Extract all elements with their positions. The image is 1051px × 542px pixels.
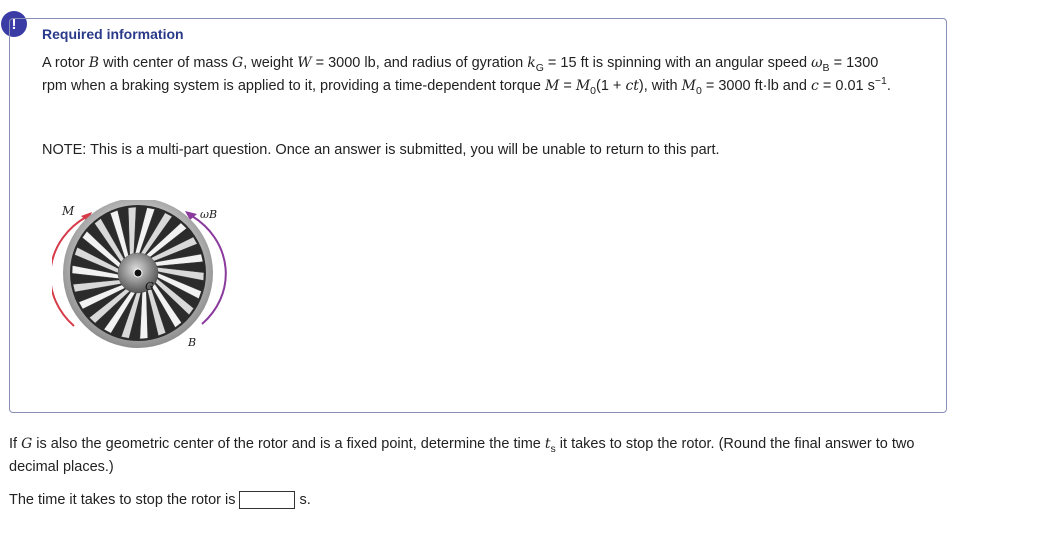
label-G: G	[145, 280, 154, 293]
alert-icon: !	[1, 11, 27, 37]
rotor-figure	[52, 200, 232, 350]
label-B: B	[188, 336, 197, 349]
question-text: If G is also the geometric center of the rotor and is a fixed point, determine the time $t_s$ it takes to stop the rotor. (Round the final answer to two decimal places.)	[9, 436, 915, 475]
answer-row	[9, 491, 311, 509]
answer-prefix: The time it takes to stop the rotor is	[9, 492, 236, 508]
required-information-title: Required information	[42, 26, 184, 42]
multi-part-note: NOTE: This is a multi-part question. Once an answer is submitted, you will be unable to return to this part.	[42, 142, 720, 158]
problem-statement: A rotor B with center of mass G, weight W = 3000 lb, and radius of gyration $k_G = 15$ ft is spinning with an angular speed $\omega_B = 1300$ rpm when a braking system is applied to it, providing a time-dependent torque $M = M_0(1 + ct)$, with $M_0 = 3000$ ft·lb and c = 0.01 $s^{-1}$.	[42, 55, 891, 97]
label-omega-B: ωB	[200, 208, 218, 221]
center-of-mass-marker	[134, 269, 142, 277]
rotor-diagram	[52, 200, 232, 350]
answer-unit: s.	[299, 492, 311, 508]
answer-input[interactable]	[239, 491, 295, 509]
label-M: M	[62, 204, 75, 218]
